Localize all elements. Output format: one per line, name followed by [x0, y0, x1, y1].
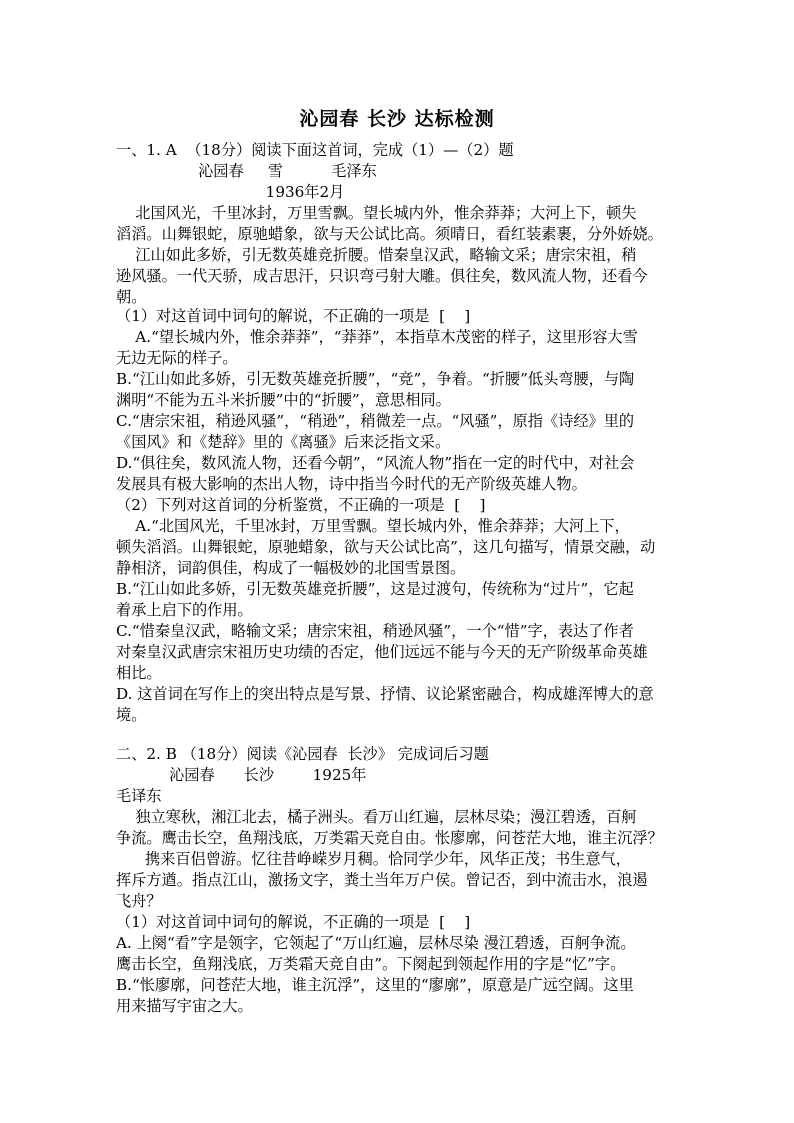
- option-line: C.“惜秦皇汉武，略输文采；唐宗宋祖，稍逊风骚”，一个“惜”字，表达了作者: [116, 622, 634, 640]
- option-line: 对秦皇汉武唐宗宋祖历史功绩的否定，他们远远不能与今天的无产阶级革命英雄: [116, 643, 648, 661]
- poem-title-line: 沁园春 长沙 1925年: [116, 766, 367, 784]
- poem-author-line: 毛译东: [116, 787, 162, 805]
- option-line: 顿失滔滔。山舞银蛇，原驰蜡象，欲与天公试比高”，这几句描写，情景交融，动: [116, 538, 656, 556]
- option-line: 相比。: [116, 664, 162, 682]
- text-line: 沁园春 雪 毛泽东: [116, 162, 377, 180]
- text-line: 飞舟？: [116, 892, 162, 910]
- option-line: 用来描写宇宙之大。: [116, 997, 253, 1015]
- text-line: 1936年2月: [116, 183, 345, 201]
- text-line: 挥斥方遒。指点江山，激扬文字，粪土当年万户侯。曾记否，到中流击水，浪遏: [116, 871, 648, 889]
- text-line: 一、1. A （18分）阅读下面这首词，完成（1）—（2）题: [116, 141, 514, 159]
- option-line: 静相济，词韵俱佳，构成了一幅极妙的北国雪景图。: [116, 559, 466, 577]
- option-line: D. 这首词在写作上的突出特点是写景、抒情、议论紧密融合，构成雄浑博大的意: [116, 685, 654, 703]
- text-line: 江山如此多娇，引无数英雄竞折腰。惜秦皇汉武，略输文采；唐宗宋祖，稍: [116, 246, 637, 264]
- text-line: 北国风光，千里冰封，万里雪飘。望长城内外，惟余莽莽；大河上下，顿失: [116, 204, 637, 222]
- question-line: （2）下列对这首词的分析鉴赏，不正确的一项是 [ ]: [116, 496, 486, 514]
- question-line: （1）对这首词中词句的解说，不正确的一项是 [ ]: [116, 913, 471, 931]
- text-line: 逊风骚。一代天骄，成吉思汗，只识弯弓射大雕。俱往矣，数风流人物，还看今: [116, 267, 648, 285]
- option-line: 无边无际的样子。: [116, 349, 238, 367]
- page-title: 沁园春 长沙 达标检测: [299, 108, 495, 130]
- text-line: 朝。: [116, 288, 147, 306]
- option-line: B.“怅廖廓，问苍茫大地，谁主沉浮”，这里的“廖廓”，原意是广远空阔。这里: [116, 976, 634, 994]
- option-line: B.“江山如此多娇，引无数英雄竞折腰”，这是过渡句，传统称为“过片”，它起: [116, 580, 634, 598]
- option-line: B.“江山如此多娇，引无数英雄竞折腰”，“竞”，争着。“折腰”低头弯腰，与陶: [116, 370, 635, 388]
- section-heading: 二、2. B （18分）阅读《沁园春 长沙》 完成词后习题: [116, 745, 489, 763]
- option-line: 着承上启下的作用。: [116, 601, 253, 619]
- option-line: C.“唐宗宋祖，稍逊风骚”，“稍逊”，稍微差一点。“风骚”，原指《诗经》里的: [116, 412, 635, 430]
- option-line: A.“北国风光，千里冰封，万里雪飘。望长城内外，惟余莽莽；大河上下，: [116, 517, 630, 535]
- text-line: 滔滔。山舞银蛇，原驰蜡象，欲与天公试比高。须晴日，看红装素裹，分外娇娆。: [116, 225, 663, 243]
- option-line: A.“望长城内外，惟余莽莽”，“莽莽”，本指草木茂密的样子，这里形容大雪: [116, 328, 638, 346]
- option-line: 发展具有极大影响的杰出人物，诗中指当今时代的无产阶级英雄人物。: [116, 475, 587, 493]
- option-line: 鹰击长空，鱼翔浅底，万类霜天竞自由”。下阕起到领起作用的字是“忆”字。: [116, 955, 626, 973]
- text-line: 携来百侣曾游。忆往昔峥嵘岁月稠。恰同学少年，风华正茂；书生意气，: [116, 850, 631, 868]
- text-line: 争流。鹰击长空，鱼翔浅底，万类霜天竞自由。怅廖廓，问苍茫大地，谁主沉浮？: [116, 829, 663, 847]
- question-line: （1）对这首词中词句的解说，不正确的一项是 [ ]: [116, 307, 471, 325]
- option-line: 《国风》和《楚辞》里的《离骚》后来泛指文采。: [116, 433, 451, 451]
- option-line: D.“俱往矣，数风流人物，还看今朝”，“风流人物”指在一定的时代中，对社会: [116, 454, 635, 472]
- option-line: A. 上阕“看”字是领字，它领起了“万山红遍，层林尽染 漫江碧透，百舸争流。: [116, 934, 636, 952]
- text-line: 独立寒秋，湘江北去，橘子洲头。看万山红遍，层林尽染；漫江碧透，百舸: [116, 808, 637, 826]
- option-line: 渊明“不能为五斗米折腰”中的“折腰”，意思相同。: [116, 391, 451, 409]
- option-line: 境。: [116, 706, 147, 724]
